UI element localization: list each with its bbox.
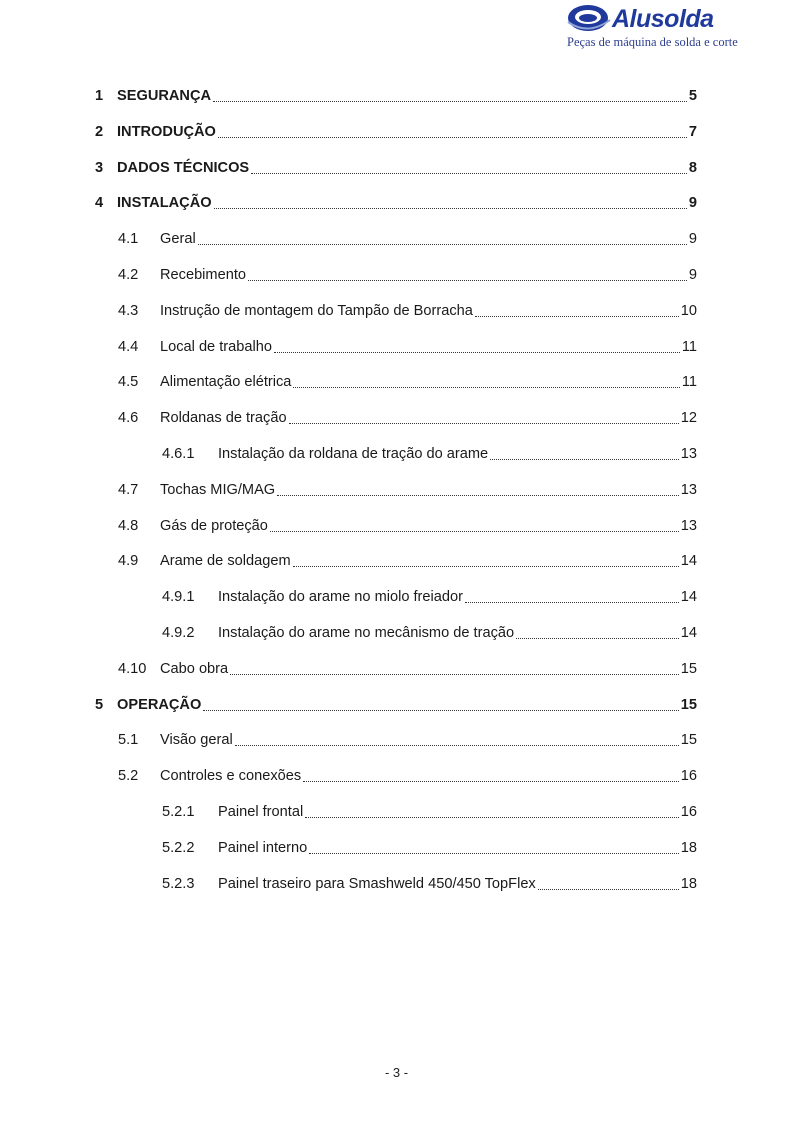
toc-entry[interactable] [95,122,697,142]
toc-entry-number: 4.3 [118,302,139,319]
toc-entry[interactable] [162,444,697,464]
toc-entry-title: Arame de soldagem [160,553,291,570]
toc-entry-page: 11 [681,338,697,355]
toc-dot-leader [293,552,679,567]
toc-entry-number: 2 [95,123,104,140]
toc-entry-number: 5.2.1 [162,804,195,820]
toc-entry-title: Visão geral [160,732,233,749]
toc-entry-title: Instrução de montagem do Tampão de Borracha [160,302,473,319]
toc-entry-title: Geral [160,231,196,248]
toc-entry-number: 4.9 [118,553,139,570]
brand-tagline: Peças de máquina de solda e corte [567,35,738,49]
toc-entry-page: 14 [680,625,697,641]
toc-entry-number: 4.7 [118,481,139,498]
toc-entry[interactable] [118,766,697,786]
toc-entry-number: 1 [95,88,104,104]
toc-entry[interactable] [162,838,697,858]
toc-entry-number: 4.8 [118,517,139,534]
toc-entry-page: 13 [680,446,697,462]
toc-entry-number: 5.2.3 [162,875,195,892]
toc-entry-title: SEGURANÇA [117,88,212,104]
toc-entry-title: INSTALAÇÃO [117,195,212,212]
toc-entry[interactable] [162,802,697,822]
toc-entry-number: 4.4 [118,338,139,355]
toc-entry-page: 9 [688,231,697,248]
toc-dot-leader [248,266,687,281]
toc-entry[interactable] [95,695,697,715]
toc-entry[interactable] [118,408,697,428]
toc-dot-leader [277,481,679,496]
toc-entry-title: INTRODUÇÃO [117,123,216,140]
toc-dot-leader [293,373,679,388]
toc-entry[interactable] [95,86,697,106]
toc-entry[interactable] [118,372,697,392]
toc-entry-page: 14 [680,553,697,570]
toc-entry-page: 13 [680,517,697,534]
toc-dot-leader [198,230,687,245]
toc-dot-leader [270,517,679,532]
toc-entry-title: Cabo obra [160,660,229,677]
toc-entry[interactable] [118,551,697,571]
toc-entry-page: 12 [680,410,697,427]
toc-entry-page: 9 [688,195,697,212]
toc-dot-leader [274,338,680,353]
toc-entry-page: 11 [681,374,697,391]
toc-dot-leader [309,839,679,854]
toc-entry[interactable] [118,659,697,679]
toc-dot-leader [251,159,687,174]
toc-entry-number: 4.6.1 [162,446,195,462]
toc-entry-title: Roldanas de tração [160,410,287,427]
toc-entry-page: 10 [680,302,697,319]
toc-dot-leader [213,87,687,102]
toc-entry[interactable] [95,193,697,213]
toc-dot-leader [475,302,679,317]
toc-dot-leader [289,409,679,424]
toc-dot-leader [303,767,679,782]
toc-entry[interactable] [118,229,697,249]
toc-entry-page: 8 [688,159,697,176]
toc-dot-leader [465,588,679,603]
toc-entry-page: 9 [688,267,697,283]
toc-entry-number: 4.9.2 [162,625,195,641]
toc-entry-number: 5 [95,696,104,713]
toc-entry-page: 16 [680,768,697,785]
toc-entry-page: 18 [680,839,697,856]
toc-entry-title: Painel traseiro para Smashweld 450/450 TopFlex [218,875,536,892]
toc-entry-number: 4.6 [118,410,139,427]
toc-dot-leader [516,624,679,639]
toc-entry-title: Controles e conexões [160,768,302,785]
toc-entry-title: Recebimento [160,267,246,283]
toc-dot-leader [305,803,679,818]
toc-entry-number: 5.1 [118,732,139,749]
toc-entry[interactable] [118,730,697,750]
toc-entry[interactable] [95,158,697,178]
toc-entry[interactable] [118,301,697,321]
toc-entry-number: 4 [95,195,104,212]
toc-entry-number: 4.9.1 [162,589,195,606]
toc-entry[interactable] [118,265,697,285]
toc-entry-title: Gás de proteção [160,517,268,534]
toc-dot-leader [538,875,679,890]
toc-entry[interactable] [162,623,697,643]
toc-entry-page: 16 [680,804,697,820]
toc-entry-number: 4.2 [118,267,139,283]
toc-entry-number: 4.1 [118,231,139,248]
toc-entry-number: 3 [95,159,104,176]
toc-dot-leader [230,660,679,675]
toc-dot-leader [218,123,687,138]
alusolda-logo-icon [566,2,614,34]
toc-entry[interactable] [118,480,697,500]
toc-entry[interactable] [118,516,697,536]
toc-entry[interactable] [162,587,697,607]
toc-entry-number: 5.2.2 [162,839,195,856]
toc-entry-page: 7 [688,123,697,140]
toc-entry-page: 5 [688,88,697,104]
page-number: - 3 - [384,1065,409,1080]
toc-entry-number: 4.10 [118,660,147,677]
toc-entry-page: 15 [680,660,697,677]
toc-dot-leader [203,696,678,711]
toc-entry-title: Tochas MIG/MAG [160,481,276,498]
toc-entry-title: Instalação do arame no miolo freiador [218,589,463,606]
toc-entry[interactable] [118,337,697,357]
toc-entry-page: 13 [680,481,697,498]
toc-entry-title: OPERAÇÃO [117,696,202,713]
toc-entry-title: Painel interno [218,839,308,856]
toc-entry-number: 4.5 [118,374,139,391]
toc-dot-leader [490,445,679,460]
toc-entry-page: 18 [680,875,697,892]
brand-logo [560,0,738,52]
brand-name: Alusolda [612,5,714,33]
toc-entry-page: 15 [680,732,697,749]
toc-entry-title: Alimentação elétrica [160,374,292,391]
toc-dot-leader [235,731,679,746]
toc-entry-page: 15 [680,696,697,713]
toc-entry-page: 14 [680,589,697,606]
toc-dot-leader [214,194,687,209]
toc-entry[interactable] [162,874,697,894]
toc-entry-title: Instalação do arame no mecânismo de tração [218,625,515,641]
toc-entry-title: Instalação da roldana de tração do arame [218,446,489,462]
toc-entry-title: DADOS TÉCNICOS [117,159,250,176]
toc-entry-title: Painel frontal [218,804,304,820]
toc-entry-number: 5.2 [118,768,139,785]
toc-entry-title: Local de trabalho [160,338,272,355]
